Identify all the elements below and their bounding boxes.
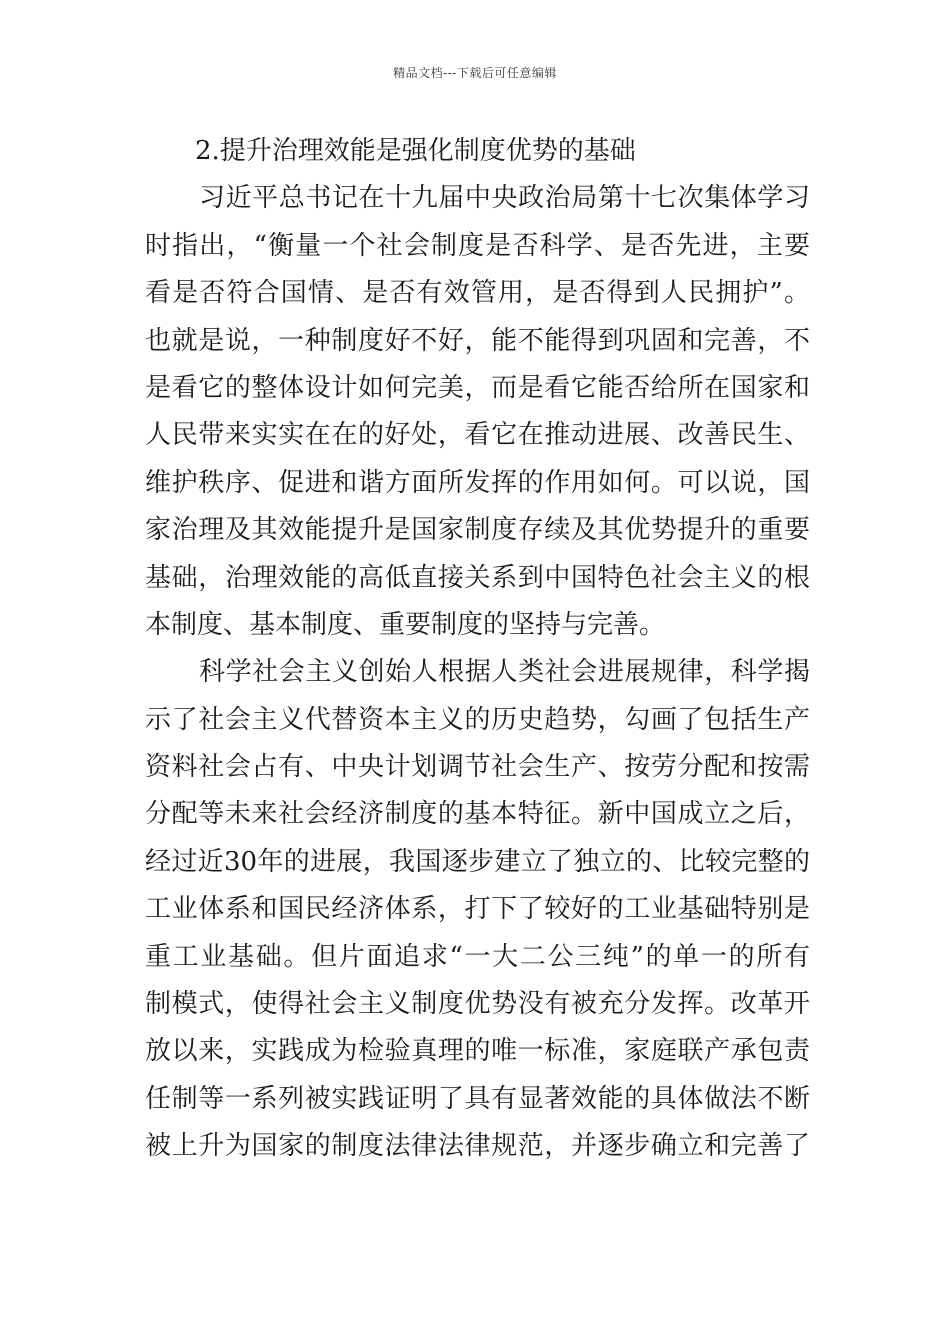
paragraph-line: 看是否符合国情、是否有效管用，是否得到人民拥护”。 xyxy=(145,278,810,309)
paragraph-line: 本制度、基本制度、重要制度的坚持与完善。 xyxy=(145,609,666,640)
paragraph-line: 制模式，使得社会主义制度优势没有被充分发挥。改革开 xyxy=(145,989,810,1020)
paragraph-line: 工业体系和国民经济体系，打下了较好的工业基础特别是 xyxy=(145,894,810,925)
page-header: 精品文档---下载后可任意编辑 xyxy=(393,66,557,80)
paragraph-line: 基础，治理效能的高低直接关系到中国特色社会主义的根 xyxy=(145,562,810,593)
paragraph-line: 分配等未来社会经济制度的基本特征。新中国成立之后， xyxy=(145,799,810,830)
paragraph-line: 放以来，实践成为检验真理的唯一标准，家庭联产承包责 xyxy=(145,1036,810,1067)
paragraph-line: 是看它的整体设计如何完美，而是看它能否给所在国家和 xyxy=(145,372,810,403)
paragraph-line: 维护秩序、促进和谐方面所发挥的作用如何。可以说，国 xyxy=(145,467,810,498)
paragraph-line: 也就是说，一种制度好不好，能不能得到巩固和完善，不 xyxy=(145,325,810,356)
paragraph-line: 被上升为国家的制度法律法律规范，并逐步确立和完善了 xyxy=(145,1131,810,1162)
paragraph-line: 任制等一系列被实践证明了具有显著效能的具体做法不断 xyxy=(145,1083,810,1114)
paragraph-line: 示了社会主义代替资本主义的历史趋势，勾画了包括生产 xyxy=(145,704,810,735)
paragraph-line: 习近平总书记在十九届中央政治局第十七次集体学习 xyxy=(199,183,810,214)
paragraph-line: 科学社会主义创始人根据人类社会进展规律，科学揭 xyxy=(199,657,810,688)
paragraph-line: 资料社会占有、中央计划调节社会生产、按劳分配和按需 xyxy=(145,752,810,783)
document-body xyxy=(145,128,810,1171)
paragraph-line: 经过近30年的进展，我国逐步建立了独立的、比较完整的 xyxy=(145,846,810,877)
paragraph-line: 时指出，“衡量一个社会制度是否科学、是否先进，主要 xyxy=(145,230,810,261)
paragraph-line: 家治理及其效能提升是国家制度存续及其优势提升的重要 xyxy=(145,515,810,546)
paragraph-line: 人民带来实实在在的好处，看它在推动进展、改善民生、 xyxy=(145,420,810,451)
section-heading: 2.提升治理效能是强化制度优势的基础 xyxy=(195,136,636,166)
paragraph-line: 重工业基础。但片面追求“一大二公三纯”的单一的所有 xyxy=(145,941,810,972)
